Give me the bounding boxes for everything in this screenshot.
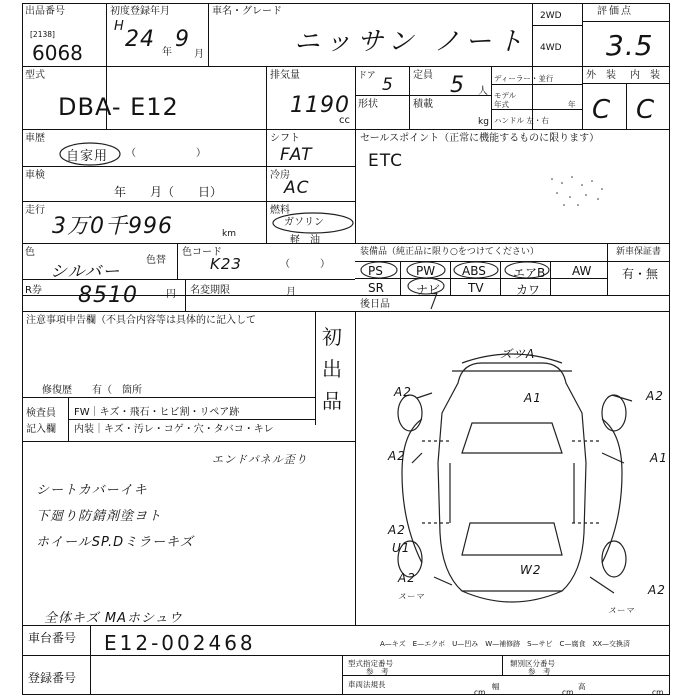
- color-code-value: K23: [210, 255, 242, 273]
- new-warranty-label: 新車保証書: [616, 247, 662, 257]
- equip-ps: PS: [368, 264, 383, 278]
- transfer-month: 月: [286, 287, 296, 298]
- shape-label: 形状: [358, 99, 378, 110]
- fuel-paren: （ ）: [280, 259, 330, 270]
- type-cert-label: 型式指定番号: [348, 659, 393, 668]
- color-code-label: 色コード: [182, 247, 222, 258]
- rule: [22, 625, 670, 626]
- damage-mark-trunk: W2: [520, 563, 542, 577]
- rule: [22, 655, 670, 656]
- equip-leather: カワ: [516, 283, 541, 297]
- inspector-note-4: ホイールSP.Dミラーキズ: [36, 535, 194, 550]
- fuel-label: 燃料: [270, 205, 290, 216]
- rule: [355, 66, 356, 129]
- inspection-label: 車検: [25, 170, 45, 181]
- km-unit: km: [222, 229, 236, 239]
- recycle-label: R券: [25, 285, 42, 296]
- damage-mark-rl-fender: A2: [398, 571, 416, 585]
- lot-small-number: [2138]: [30, 30, 55, 39]
- equip-airbag: エアB: [513, 266, 546, 280]
- reg-year: 24: [125, 27, 155, 52]
- drive-4wd: 4WD: [540, 43, 562, 53]
- first-listing-label: 初出品: [322, 325, 342, 413]
- rule: [342, 675, 670, 676]
- chassis-value: E12-002468: [104, 631, 256, 655]
- inspector-note-1: エンドパネル歪り: [212, 453, 308, 466]
- rule: [355, 95, 491, 96]
- damage-mark-rear-left-note: スーマ: [398, 592, 425, 601]
- equip-pw: PW: [416, 264, 436, 278]
- damage-legend: A—キズ E—エクボ U—凹み W—補修跡 S—サビ C—腐食 XX—交換済: [380, 640, 631, 648]
- doors-label: ドア: [358, 71, 376, 81]
- rule: [208, 3, 209, 66]
- rule: [315, 311, 316, 425]
- displacement-value: 1190: [290, 93, 350, 118]
- inspection-fields: 年 月（ 日）: [114, 185, 223, 199]
- damage-mark-right-door: A1: [650, 451, 668, 465]
- history-paren: （ ）: [126, 148, 206, 159]
- rule: [22, 397, 315, 398]
- type-cert-ref: 参 考: [366, 667, 389, 676]
- rule: [22, 129, 670, 130]
- damage-mark-hood: A1: [524, 391, 542, 405]
- rule: [22, 66, 670, 67]
- rule: [266, 66, 267, 129]
- cc-unit: cc: [339, 115, 350, 126]
- equip-navi: ナビ: [416, 283, 441, 297]
- damage-mark-rear-right-note: スーマ: [608, 606, 635, 615]
- rule: [532, 25, 582, 26]
- handle-label: ハンドル 左・右: [494, 116, 549, 125]
- drive-2wd: 2WD: [540, 11, 562, 21]
- rule: [582, 21, 670, 22]
- score-label: 評価点: [597, 6, 633, 17]
- length-cm: cm: [474, 688, 486, 697]
- notes-label: 注意事項申告欄（不具合内容等は具体的に記入して: [26, 315, 256, 326]
- recycle-value: 8510: [78, 283, 138, 308]
- kg-unit: kg: [478, 117, 489, 127]
- yen-unit: 円: [166, 289, 176, 300]
- car-name: ニッサン ノート: [294, 27, 530, 57]
- dealer-label: ディーラー・並行: [494, 74, 554, 83]
- rule: [22, 311, 670, 312]
- check-row-fw: FW｜キズ・飛石・ヒビ割・リペア跡: [74, 407, 240, 418]
- rule: [607, 243, 608, 295]
- shift-value: FAT: [280, 145, 313, 165]
- rule: [491, 84, 582, 85]
- cooling-label: 冷房: [270, 170, 290, 181]
- reg-year-unit: 年: [162, 47, 172, 58]
- auction-sheet: [22, 3, 670, 695]
- rule: [491, 66, 492, 129]
- mileage-value: 3万0千996: [52, 214, 173, 239]
- history-value: 自家用: [66, 149, 109, 164]
- doors-value: 5: [382, 75, 394, 95]
- cooling-value: AC: [284, 178, 310, 198]
- rule: [22, 201, 355, 202]
- rule: [185, 279, 186, 311]
- equipment-label: 装備品（純正品に限り○をつけてください）: [360, 247, 539, 257]
- fuel-diesel: 軽 油: [290, 235, 320, 246]
- rule: [355, 311, 356, 625]
- damage-mark-left-rear-door: A2: [388, 523, 406, 537]
- model-value: DBA- E12: [58, 93, 179, 121]
- capacity-value: 5: [450, 73, 465, 98]
- category-label: 類別区分番号: [510, 659, 555, 668]
- inspector-label: 検査員: [26, 408, 56, 419]
- displacement-label: 排気量: [270, 70, 300, 81]
- interior-label: 内 装: [630, 70, 660, 81]
- inspector-note-5: 全体キズ MAホシュウ: [44, 611, 183, 626]
- equip-aw: AW: [572, 264, 592, 278]
- score-value: 3.5: [606, 29, 654, 62]
- rule: [68, 419, 315, 420]
- repair-history-label: 修復歴 有（ 箇所: [42, 385, 142, 396]
- rule: [626, 83, 627, 129]
- damage-mark-fl-fender: A2: [394, 385, 412, 399]
- length-label: 車両法規長: [348, 680, 386, 689]
- height-cm: cm: [652, 688, 664, 697]
- color-label: 色: [25, 247, 35, 258]
- rule: [266, 129, 267, 243]
- exterior-label: 外 装: [586, 70, 616, 81]
- category-ref: 参 考: [528, 667, 551, 676]
- history-label: 車歴: [25, 133, 45, 144]
- interior-grade: C: [636, 95, 656, 125]
- model-year-label: モデル年式: [494, 91, 517, 109]
- car-name-label: 車名・グレード: [212, 6, 282, 17]
- rule: [532, 3, 533, 129]
- rule: [22, 243, 670, 244]
- year-unit: 年: [568, 100, 576, 109]
- equipment-circles: [355, 259, 607, 297]
- sales-point-label: セールスポイント（正常に機能するものに限ります）: [360, 133, 600, 144]
- equip-sr: SR: [368, 281, 384, 295]
- load-label: 積載: [413, 99, 433, 110]
- reg-date-label: 初度登録年月: [110, 6, 170, 17]
- equip-abs: ABS: [462, 264, 486, 278]
- reg-era: H: [114, 19, 125, 34]
- reg-month-unit: 月: [194, 49, 204, 60]
- color-value: シルバー: [50, 262, 121, 282]
- equip-tv: TV: [468, 281, 484, 295]
- rule: [502, 655, 503, 675]
- inspector-note-3: 下廻り防錆剤塗ヨト: [36, 509, 163, 524]
- transfer-label: 名変期限: [190, 285, 230, 296]
- chassis-label: 車台番号: [28, 631, 77, 645]
- rule: [409, 66, 410, 129]
- lot-label: 出品番号: [25, 6, 65, 17]
- reg-month: 9: [175, 27, 190, 52]
- rule: [90, 625, 91, 695]
- height-label: 高: [578, 682, 586, 691]
- sales-point-scribble: [542, 171, 612, 211]
- rule: [22, 441, 355, 442]
- fuel-value: ガソリン: [284, 217, 324, 228]
- shift-label: シフト: [270, 133, 300, 144]
- inspector-note-2: シートカバーイキ: [36, 483, 148, 498]
- capacity-unit: 人: [478, 86, 488, 97]
- damage-mark-fr-fender: A2: [646, 389, 664, 403]
- width-cm: cm: [562, 688, 574, 697]
- model-label: 型式: [25, 70, 45, 81]
- color-number-label: 色替: [146, 255, 166, 266]
- check-row-interior: 内装｜キズ・汚レ・コゲ・穴・タバコ・キレ: [74, 424, 274, 435]
- damage-mark-rr-fender: A2: [648, 583, 666, 597]
- capacity-label: 定員: [413, 70, 433, 81]
- width-label: 幅: [492, 682, 500, 691]
- rule: [177, 243, 178, 279]
- mileage-label: 走行: [25, 205, 45, 216]
- damage-mark-left-sill: U1: [392, 541, 411, 555]
- registration-number-label: 登録番号: [28, 671, 77, 685]
- damage-mark-front: ズツA: [500, 347, 536, 361]
- lot-number: 6068: [32, 41, 83, 65]
- exterior-grade: C: [592, 95, 612, 125]
- sales-point-value: ETC: [368, 151, 403, 171]
- entry-label: 記入欄: [26, 424, 56, 435]
- warranty-value: 有・無: [622, 267, 659, 281]
- damage-mark-left-door: A2: [388, 449, 406, 463]
- after-items-label: 後日品: [360, 299, 390, 310]
